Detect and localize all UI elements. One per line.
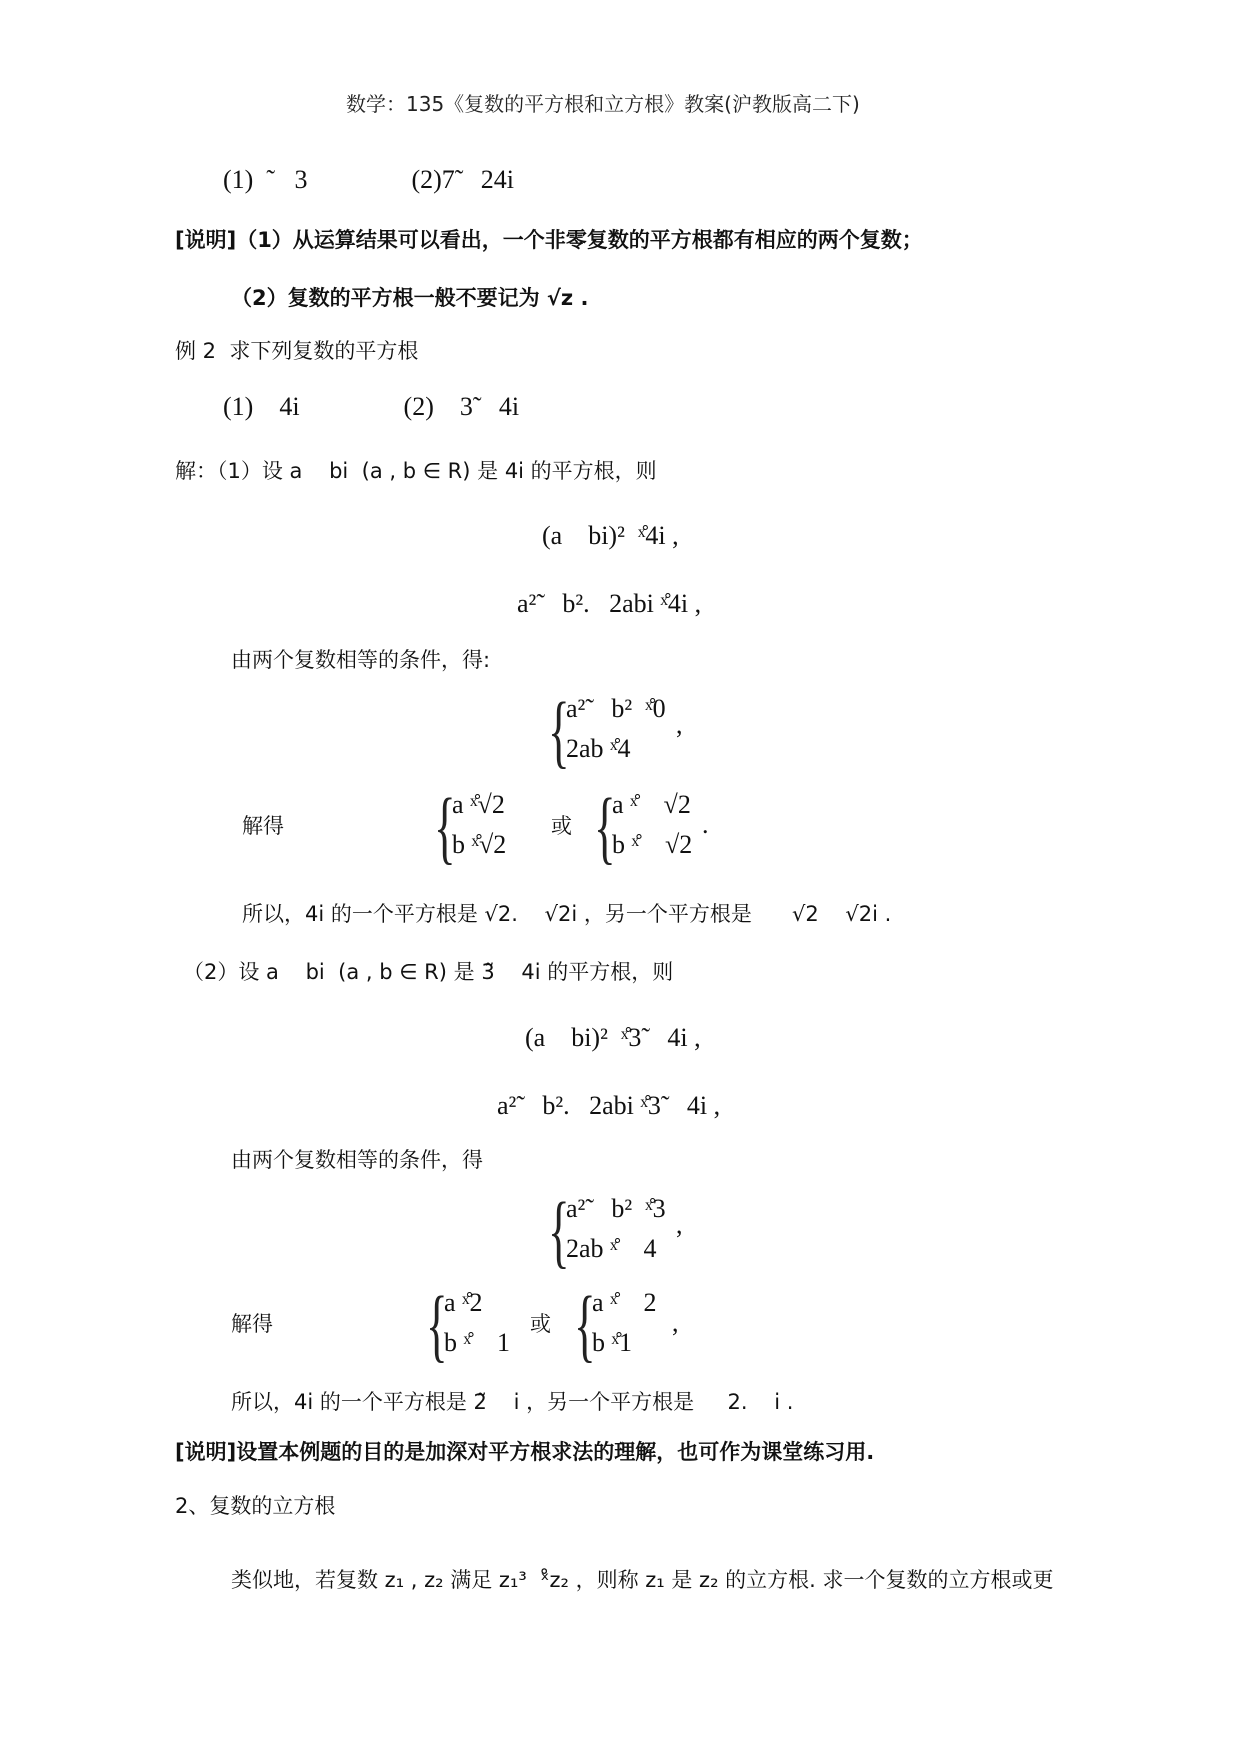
brace-symbol: { [594, 781, 616, 872]
result-1: 所以，4i 的一个平方根是 √2. √2i ，另一个平方根是 √2 √2i . [242, 902, 892, 926]
equation-2: a²̃ b². 2abi ˣ̊4i , [517, 589, 702, 618]
brace-symbol: { [574, 1279, 596, 1370]
system-row: a ˣ̊2 [444, 1288, 483, 1317]
system-row: a ˣ̊ 2 [592, 1288, 657, 1317]
section2-title: 2、复数的立方根 [175, 1494, 336, 1518]
page-header: 数学：135《复数的平方根和立方根》教案(沪教版高二下) [346, 92, 860, 116]
solve-label-1: 解得 [242, 814, 284, 838]
system-row: 2ab ˣ̊ 4 [566, 1234, 657, 1263]
condition-text-1: 由两个复数相等的条件，得: [231, 648, 491, 672]
brace-symbol: { [548, 1185, 570, 1276]
system-row: b ˣ̊√2 [452, 830, 507, 859]
system-row: a ˣ̊ √2 [612, 790, 691, 819]
system-row: a²̃ b² ˣ̊3 [566, 1194, 666, 1223]
system-punctuation: , [676, 1210, 683, 1239]
system-punctuation: , [672, 1308, 679, 1337]
system-row: b ˣ̊ 1 [444, 1328, 511, 1357]
system-punctuation: . [702, 810, 709, 839]
equation-system-4 [548, 1185, 708, 1280]
equation-1: (a bi)² ˣ̊4i , [542, 521, 679, 550]
note1-line1: [说明]（1）从运算结果可以看出，一个非零复数的平方根都有相应的两个复数； [175, 228, 923, 252]
equation-system-6 [574, 1279, 694, 1374]
equation-system-5 [426, 1279, 536, 1374]
solve-label-2: 解得 [231, 1312, 273, 1336]
equation-3: (a bi)² ˣ̊3̃ 4i , [525, 1023, 701, 1052]
brace-symbol: { [426, 1279, 448, 1370]
system-row: 2ab ˣ̊4 [566, 734, 631, 763]
example2-items: (1) 4i (2) 3̃ 4i [223, 392, 520, 421]
condition-text-2: 由两个复数相等的条件，得 [231, 1148, 483, 1172]
equation-system-2 [434, 781, 554, 876]
note1-line2: （2）复数的平方根一般不要记为 √z . [231, 286, 589, 310]
or-text-2: 或 [530, 1312, 551, 1336]
result-2: 所以，4i 的一个平方根是 2̃ i ，另一个平方根是 2. i . [231, 1390, 794, 1414]
system-row: b ˣ̊1 [592, 1328, 633, 1357]
example1-items: (1) ˜ 3 (2)7̃ 24i [223, 165, 515, 194]
equation-system-3 [594, 781, 714, 876]
solution2-intro: （2）设 a bi (a , b ∈ R) 是 3̃ 4i 的平方根，则 [183, 960, 674, 984]
brace-symbol: { [434, 781, 456, 872]
or-text-1: 或 [551, 814, 572, 838]
note2: [说明]设置本例题的目的是加深对平方根求法的理解，也可作为课堂练习用. [175, 1440, 875, 1464]
equation-system-1 [548, 685, 708, 780]
example2-title: 例 2 求下列复数的平方根 [175, 339, 419, 363]
system-row: a²̃ b² ˣ̊0 [566, 694, 666, 723]
equation-4: a²̃ b². 2abi ˣ̊3̃ 4i , [497, 1091, 721, 1120]
system-row: a ˣ̊√2 [452, 790, 505, 819]
system-punctuation: , [676, 710, 683, 739]
solution1-intro: 解：（1）设 a bi (a , b ∈ R) 是 4i 的平方根，则 [175, 459, 657, 483]
brace-symbol: { [548, 685, 570, 776]
system-row: b ˣ̊ √2 [612, 830, 693, 859]
section2-text: 类似地，若复数 z₁ , z₂ 满足 z₁³ ˣ̊z₂ ，则称 z₁ 是 z₂ 的立方根. 求一个复数的立方根或更 [231, 1568, 1054, 1592]
